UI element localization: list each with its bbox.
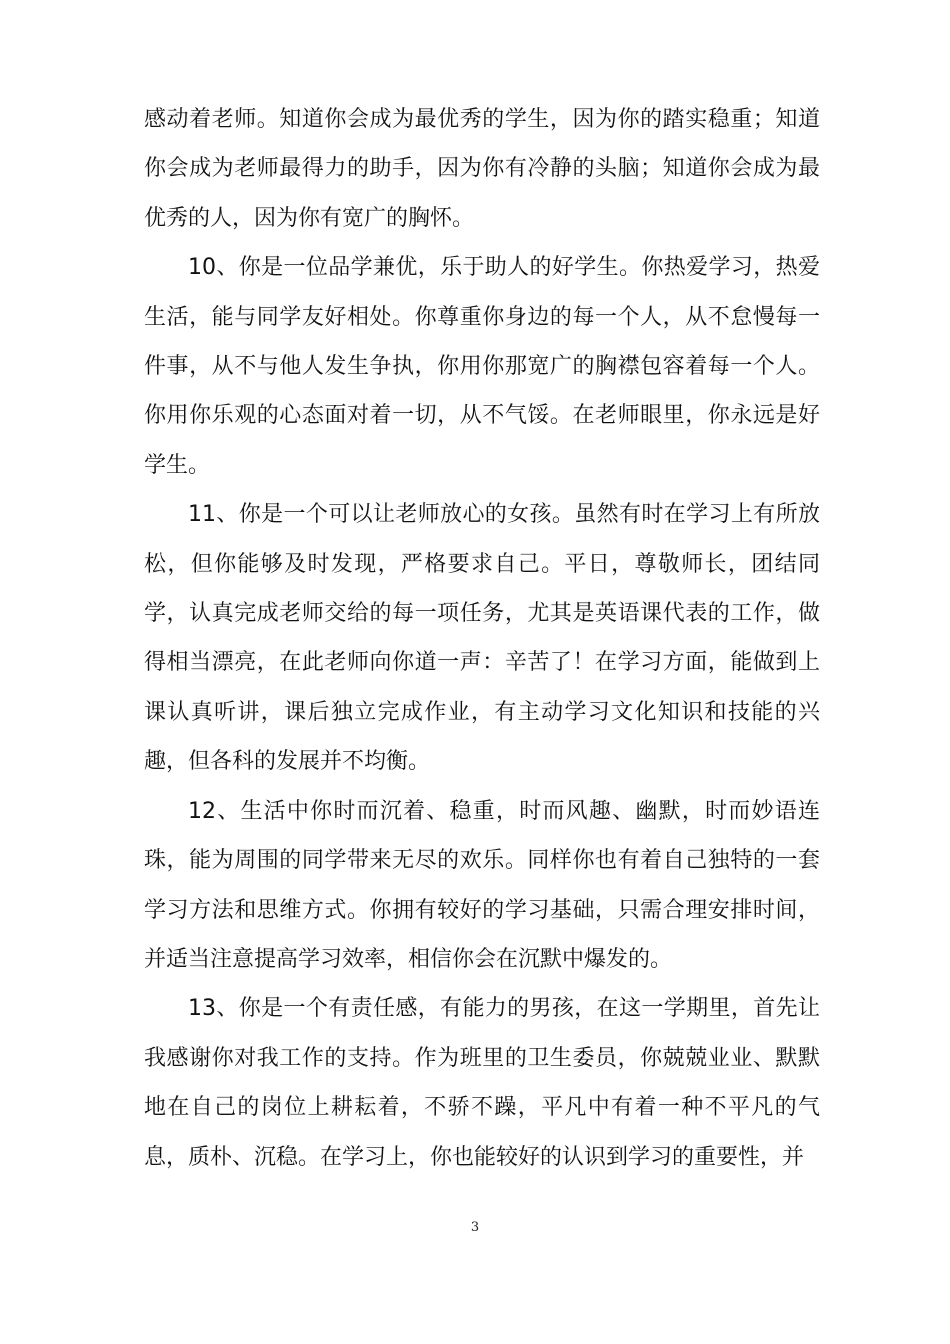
document-body [144, 95, 820, 1182]
paragraph-item-10: 10、你是一位品学兼优，乐于助人的好学生。你热爱学习，热爱生活，能与同学友好相处。你尊重你身边的每一个人，从不怠慢每一件事，从不与他人发生争执，你用你那宽广的胸襟包容着每一个人。你用你乐观的心态面对着一切，从不气馁。在老师眼里，你永远是好学生。 [144, 255, 820, 478]
paragraph-continued: 感动着老师。知道你会成为最优秀的学生，因为你的踏实稳重；知道你会成为老师最得力的助手，因为你有冷静的头脑；知道你会成为最优秀的人，因为你有宽广的胸怀。 [144, 107, 820, 231]
page-number: 3 [470, 1220, 480, 1235]
paragraph-item-11: 11、你是一个可以让老师放心的女孩。虽然有时在学习上有所放松，但你能够及时发现，严格要求自己。平日，尊敬师长，团结同学，认真完成老师交给的每一项任务，尤其是英语课代表的工作，做得相当漂亮，在此老师向你道一声：辛苦了！在学习方面，能做到上课认真听讲，课后独立完成作业，有主动学习文化知识和技能的兴趣，但各科的发展并不均衡。 [144, 502, 820, 775]
paragraph-item-12: 12、生活中你时而沉着、稳重，时而风趣、幽默，时而妙语连珠，能为周围的同学带来无尽的欢乐。同样你也有着自己独特的一套学习方法和思维方式。你拥有较好的学习基础，只需合理安排时间，并适当注意提高学习效率，相信你会在沉默中爆发的。 [144, 798, 820, 972]
paragraph-item-13: 13、你是一个有责任感，有能力的男孩，在这一学期里，首先让我感谢你对我工作的支持。作为班里的卫生委员，你兢兢业业、默默地在自己的岗位上耕耘着，不骄不躁，平凡中有着一种不平凡的气息，质朴、沉稳。在学习上，你也能较好的认识到学习的重要性，并 [144, 996, 820, 1170]
